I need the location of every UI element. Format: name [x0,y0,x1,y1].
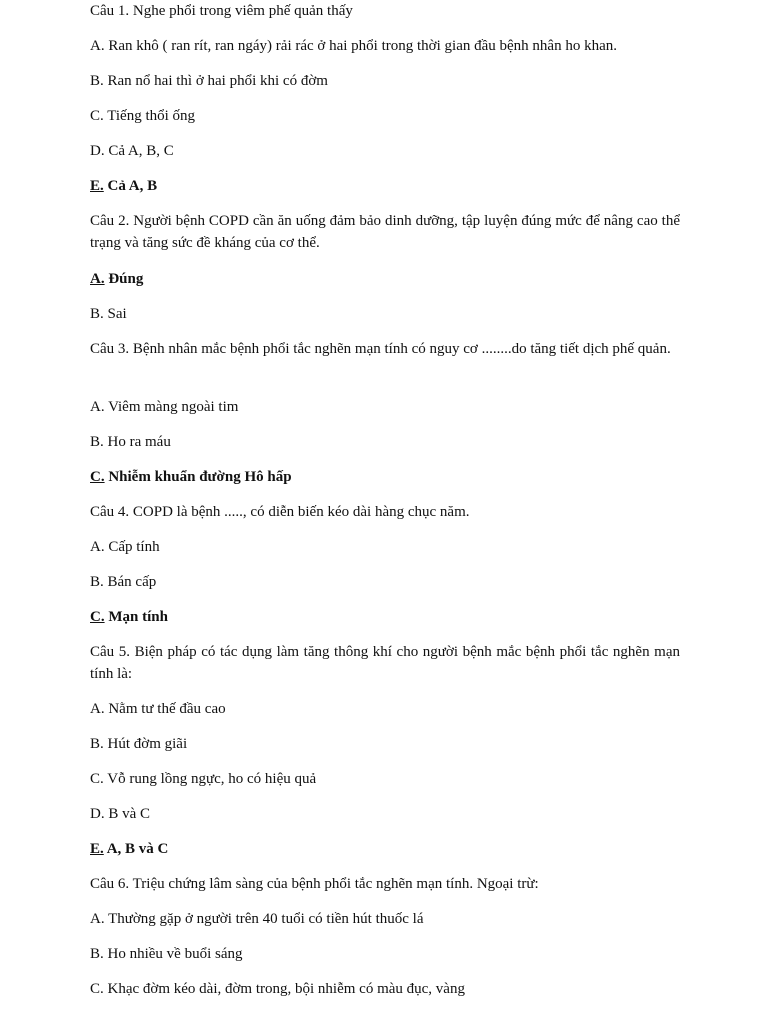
question-5-option-c [90,768,690,790]
question-5-option-b [90,733,690,755]
question-4-correct-answer [90,606,690,628]
option-letter: E. [90,178,104,194]
option-text: Nhiễm khuẩn đường Hô hấp [104,469,292,485]
question-5-stem: Câu 5. Biện pháp có tác dụng làm tăng thông khí cho người bệnh mắc bệnh phổi tắc nghẽn mạn tính là: [90,644,680,682]
question-6-option-c [90,978,690,1000]
option-letter: C. [90,609,105,625]
option-letter: B. [90,736,104,752]
question-1-stem: Câu 1. Nghe phổi trong viêm phế quản thấy [90,3,353,19]
option-text: Đúng [104,271,144,287]
question-2-option-b [90,303,690,325]
option-letter: B. [90,306,104,322]
question-5-correct-answer [90,838,690,860]
question-1-option-b [90,70,690,92]
option-text: Ho ra máu [103,434,171,450]
option-letter: C. [90,469,105,485]
question-3-stem: Câu 3. Bệnh nhân mắc bệnh phổi tắc nghẽn mạn tính có nguy cơ ........do tăng tiết dịch phế quản. [90,341,671,357]
option-letter: A. [90,38,105,54]
question-2-stem: Câu 2. Người bệnh COPD cần ăn uống đảm bảo dinh dưỡng, tập luyện đúng mức để nâng cao thể trạng và tăng sức đề kháng của cơ thể. [90,213,680,251]
option-letter: D. [90,143,105,159]
option-text: Khạc đờm kéo dài, đờm trong, bội nhiễm có màu đục, vàng [103,981,465,997]
option-text: Vỗ rung lồng ngực, ho có hiệu quả [103,771,317,787]
option-text: Ho nhiều về buổi sáng [103,946,243,962]
question-3-correct-answer [90,466,690,488]
option-text: Bán cấp [103,574,157,590]
option-text: Cả A, B [103,178,158,194]
question-4-stem: Câu 4. COPD là bệnh ....., có diễn biến kéo dài hàng chục năm. [90,504,470,520]
option-letter: E. [90,841,104,857]
option-letter: D. [90,806,105,822]
option-letter: A. [90,911,105,927]
option-text: Nằm tư thế đầu cao [104,701,226,717]
question-5-option-a [90,698,690,720]
option-letter: C. [90,108,104,124]
question-5-option-d [90,803,690,825]
question-1-correct-answer [90,175,690,197]
question-1-option-d [90,140,690,162]
option-letter: B. [90,574,104,590]
option-text: Thường gặp ở người trên 40 tuổi có tiền hút thuốc lá [104,911,424,927]
option-letter: A. [90,399,105,415]
option-text: A, B và C [103,841,169,857]
option-text: Sai [103,306,127,322]
option-letter: C. [90,771,104,787]
option-text: Tiếng thổi ống [103,108,196,124]
option-text: Cả A, B, C [104,143,174,159]
option-letter: B. [90,946,104,962]
question-6-option-b [90,943,690,965]
question-2-correct-answer [90,268,690,290]
option-text: B và C [104,806,151,822]
option-letter: A. [90,539,105,555]
option-text: Hút đờm giãi [103,736,188,752]
option-letter: B. [90,73,104,89]
option-letter: A. [90,701,105,717]
option-text: Viêm màng ngoài tim [104,399,239,415]
question-3-option-b [90,431,690,453]
question-4-option-a [90,536,690,558]
option-text: Ran nổ hai thì ở hai phổi khi có đờm [103,73,328,89]
option-letter: B. [90,434,104,450]
option-letter: C. [90,981,104,997]
question-6-option-a [90,908,690,930]
question-6-stem: Câu 6. Triệu chứng lâm sàng của bệnh phổi tắc nghẽn mạn tính. Ngoại trừ: [90,876,539,892]
option-text: Ran khô ( ran rít, ran ngáy) rải rác ở hai phổi trong thời gian đầu bệnh nhân ho khan. [104,38,617,54]
question-1-option-c [90,105,690,127]
option-text: Cấp tính [104,539,160,555]
question-3-option-a [90,396,690,418]
question-1-option-a [90,35,690,57]
option-text: Mạn tính [104,609,168,625]
option-letter: A. [90,271,105,287]
question-4-option-b [90,571,690,593]
